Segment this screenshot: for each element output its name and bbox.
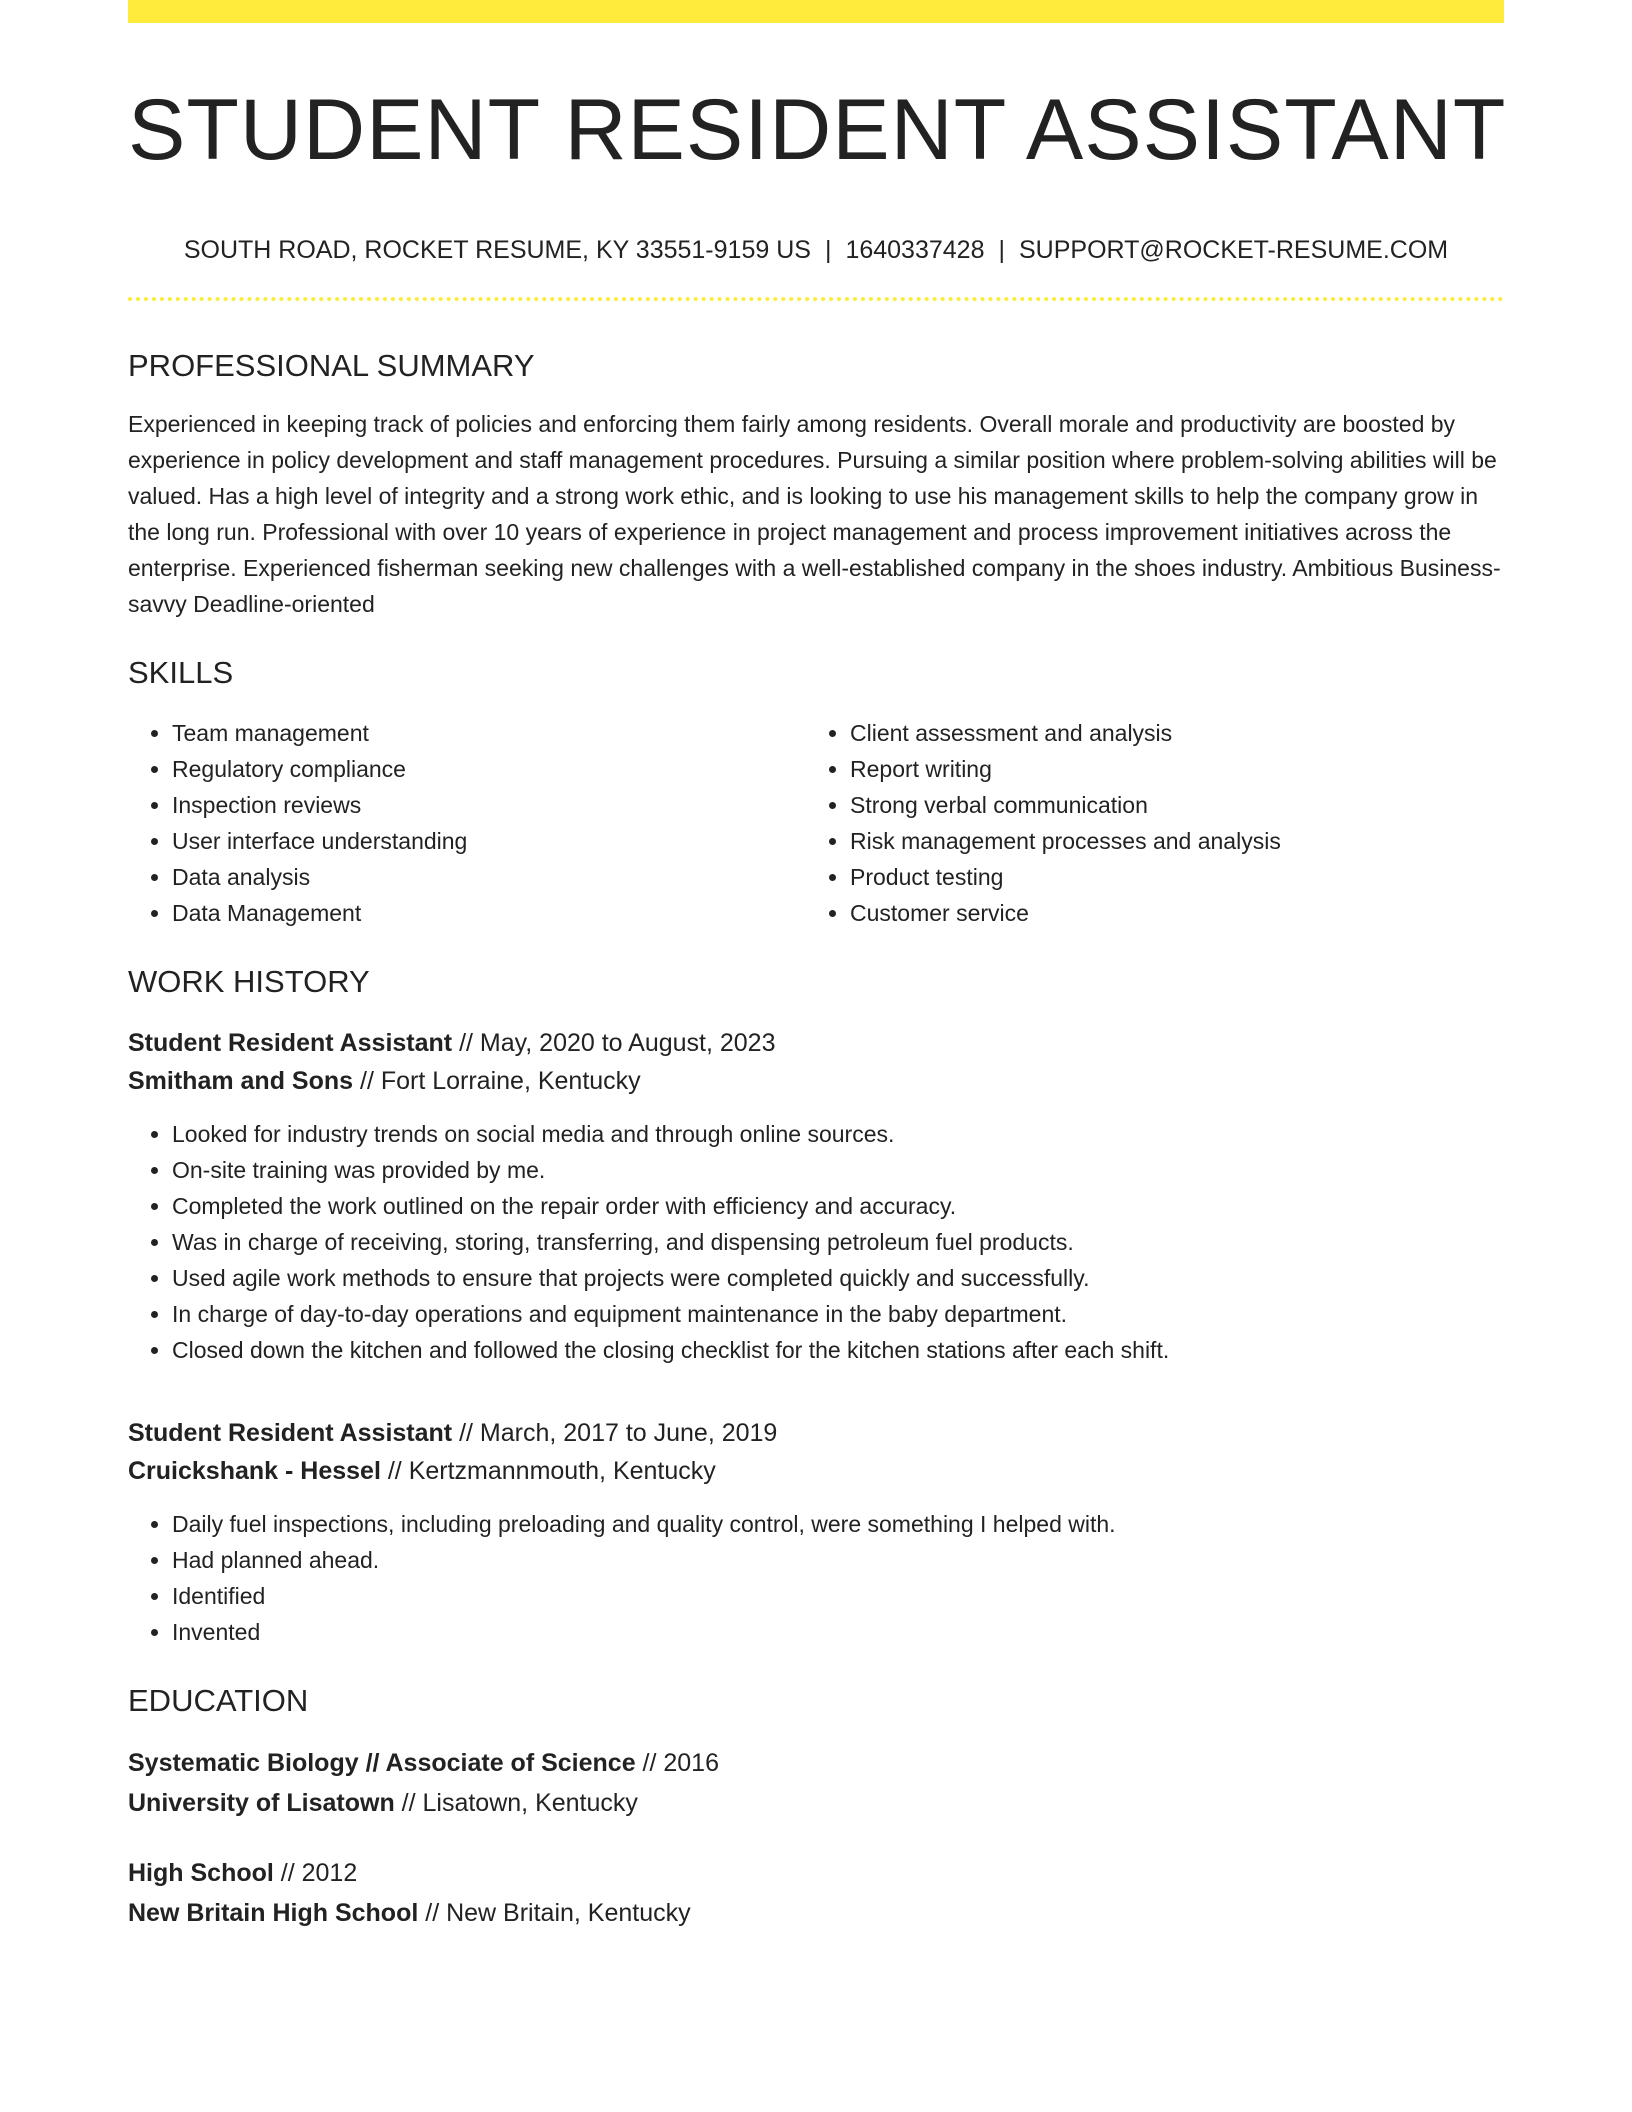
summary-heading: PROFESSIONAL SUMMARY	[128, 347, 535, 383]
job-company-line	[128, 1452, 1504, 1490]
job-bullet: • Daily fuel inspections, including preloading and quality control, were something I helped with.	[172, 1506, 1504, 1542]
contact-separator: |	[998, 235, 1005, 264]
job-bullet: • Completed the work outlined on the repair order with efficiency and accuracy.	[172, 1188, 1504, 1224]
skill-item: • Customer service	[850, 895, 1484, 931]
contact-phone: 1640337428	[845, 235, 985, 264]
contact-email: SUPPORT@ROCKET-RESUME.COM	[1018, 235, 1449, 264]
skill-item: • Risk management processes and analysis	[850, 823, 1484, 859]
job-title-line	[128, 1024, 1504, 1062]
job-bullets	[128, 1116, 1504, 1368]
skill-item: • Product testing	[850, 859, 1484, 895]
education-school-line	[128, 1893, 1504, 1933]
contact-address: SOUTH ROAD, ROCKET RESUME, KY 33551-9159 US	[183, 235, 811, 264]
skill-item: • Strong verbal communication	[850, 787, 1484, 823]
job-company-line	[128, 1062, 1504, 1100]
skill-item: • Client assessment and analysis	[850, 715, 1484, 751]
skill-item: • Regulatory compliance	[172, 751, 806, 787]
job-bullets	[128, 1506, 1504, 1650]
education-year: // 2016	[635, 1749, 719, 1778]
skill-item: • Inspection reviews	[172, 787, 806, 823]
job-bullet: • Looked for industry trends on social media and through online sources.	[172, 1116, 1504, 1152]
skills-column-right	[806, 715, 1484, 931]
education-school: University of Lisatown	[128, 1789, 395, 1818]
education-school: New Britain High School	[128, 1899, 419, 1928]
candidate-name: STUDENT RESIDENT ASSISTANT	[128, 82, 1507, 178]
job-bullet: • Used agile work methods to ensure that projects were completed quickly and successfully.	[172, 1260, 1504, 1296]
skills-list	[128, 715, 1504, 931]
education-entry	[128, 1743, 1504, 1823]
job-bullet: • Closed down the kitchen and followed the closing checklist for the kitchen stations after each shift.	[172, 1332, 1504, 1368]
education-degree-line	[128, 1743, 1504, 1783]
education-degree-line	[128, 1853, 1504, 1893]
job-bullet: • On-site training was provided by me.	[172, 1152, 1504, 1188]
education-location: // Lisatown, Kentucky	[394, 1789, 638, 1818]
resume-page	[128, 0, 1507, 1933]
education-year: // 2012	[273, 1859, 358, 1888]
job-title-line	[128, 1414, 1504, 1452]
job-company: Smitham and Sons	[128, 1067, 354, 1096]
skill-item: • Report writing	[850, 751, 1484, 787]
job-location: // Kertzmannmouth, Kentucky	[380, 1457, 716, 1486]
job-dates: // March, 2017 to June, 2019	[452, 1419, 778, 1448]
job-bullet: • Was in charge of receiving, storing, transferring, and dispensing petroleum fuel products.	[172, 1224, 1504, 1260]
job-role: Student Resident Assistant	[128, 1419, 453, 1448]
job-company: Cruickshank - Hessel	[128, 1457, 381, 1486]
education-degree: Systematic Biology // Associate of Science	[128, 1749, 636, 1778]
work-history-heading: WORK HISTORY	[128, 963, 370, 999]
top-accent-bar	[128, 0, 1504, 23]
education-location: // New Britain, Kentucky	[418, 1899, 691, 1928]
job-bullet: • In charge of day-to-day operations and equipment maintenance in the baby department.	[172, 1296, 1504, 1332]
contact-line	[128, 236, 1504, 265]
job-entry	[128, 1414, 1504, 1650]
education-school-line	[128, 1783, 1504, 1823]
skill-item: • Data Management	[172, 895, 806, 931]
dotted-divider	[128, 297, 1504, 301]
skill-item: • Data analysis	[172, 859, 806, 895]
education-heading: EDUCATION	[128, 1683, 309, 1719]
job-bullet: • Identified	[172, 1578, 1504, 1614]
job-role: Student Resident Assistant	[128, 1029, 453, 1058]
job-dates: // May, 2020 to August, 2023	[452, 1029, 776, 1058]
skill-item: • User interface understanding	[172, 823, 806, 859]
skills-column-left	[128, 715, 806, 931]
education-degree: High School	[128, 1859, 274, 1888]
summary-text: Experienced in keeping track of policies and enforcing them fairly among residents. Overall morale and productivity are boosted by experience in policy development and staff management procedures. Pursuing a similar position where problem-solving abilities will be valued. Has a high level of integrity and a strong work ethic, and is looking to use his management skills to help the company grow in the long run. Professional with over 10 years of experience in project management and process improvement initiatives across the enterprise. Experienced fisherman seeking new challenges with a well-established company in the shoes industry. Ambitious Business-savvy Deadline-oriented	[128, 410, 1501, 617]
skills-heading: SKILLS	[128, 654, 234, 690]
job-entry	[128, 1024, 1504, 1368]
job-bullet: • Had planned ahead.	[172, 1542, 1504, 1578]
skill-item: • Team management	[172, 715, 806, 751]
education-entry	[128, 1853, 1504, 1933]
job-location: // Fort Lorraine, Kentucky	[353, 1067, 641, 1096]
contact-separator: |	[824, 235, 832, 264]
job-bullet: • Invented	[172, 1614, 1504, 1650]
